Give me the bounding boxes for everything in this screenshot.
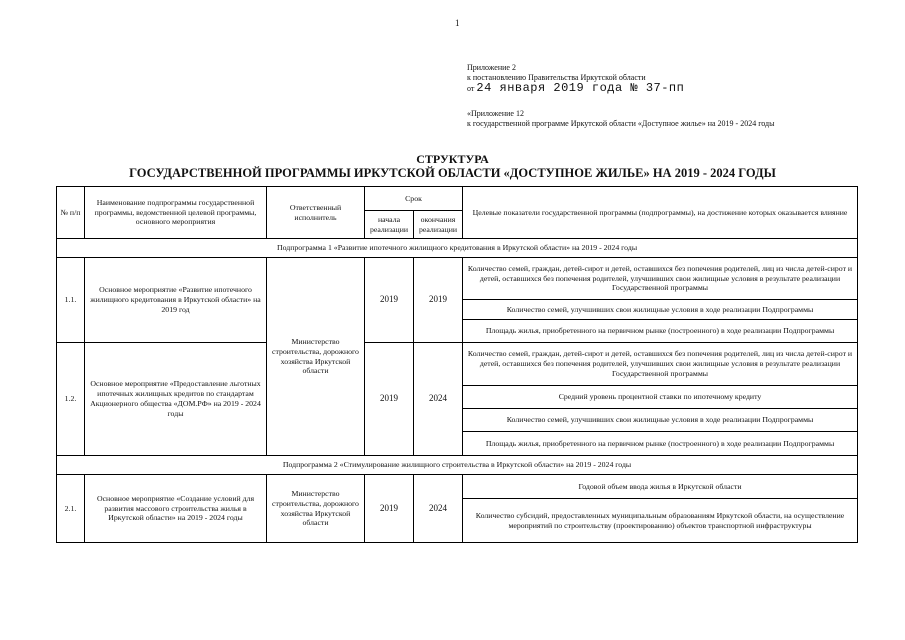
subprogram-2-title: Подпрограмма 2 «Стимулирование жилищного строительства в Иркутской области» на 2019 - 2024 годы [57, 456, 858, 475]
structure-table [56, 186, 858, 543]
header-start: начала реализации [365, 211, 414, 239]
row-indicator: Годовой объем ввода жилья в Иркутской области [463, 475, 858, 499]
appendix2-block [467, 109, 775, 129]
page-number: 1 [455, 18, 460, 28]
row-end: 2019 [414, 258, 463, 343]
appendix-line-1: Приложение 2 [467, 63, 516, 72]
document-subtitle: ГОСУДАРСТВЕННОЙ ПРОГРАММЫ ИРКУТСКОЙ ОБЛАСТИ «ДОСТУПНОЕ ЖИЛЬЕ» НА 2019 - 2024 ГОДЫ [129, 166, 776, 180]
row-executor: Министерство строительства, дорожного хозяйства Иркутской области [267, 258, 365, 456]
row-indicator: Площадь жилья, приобретенного на первичном рынке (построенного) в ходе реализации Подпрограммы [463, 432, 858, 456]
header-row [57, 187, 858, 211]
row-end: 2024 [414, 475, 463, 543]
table-row [57, 475, 858, 499]
subprogram-1-title: Подпрограмма 1 «Развитие ипотечного жилищного кредитования в Иркутской области» на 2019 - 2024 годы [57, 239, 858, 258]
appendix-block [467, 63, 684, 94]
appendix2-line-2: к государственной программе Иркутской области «Доступное жилье» на 2019 - 2024 годы [467, 119, 775, 128]
row-indicator: Количество семей, граждан, детей-сирот и детей, оставшихся без попечения родителей, лиц из числа детей-сирот и детей, оставшихся без попечения родителей, улучшивших свои жилищные условия в результате реализации Государственной программы [463, 343, 858, 386]
row-start: 2019 [365, 475, 414, 543]
row-name: Основное мероприятие «Создание условий для развития массового строительства жилья в Иркутской области» на 2019 - 2024 годы [85, 475, 267, 543]
row-num: 2.1. [57, 475, 85, 543]
document-title: СТРУКТУРА [416, 152, 489, 166]
row-indicator: Количество субсидий, предоставленных муниципальным образованиям Иркутской области, на осуществление мероприятий по строительству (проектированию) объектов транспортной инфраструктуры [463, 499, 858, 543]
header-name: Наименование подпрограммы государственной программы, ведомственной целевой программы, основного мероприятия [85, 187, 267, 239]
row-name: Основное мероприятие «Развитие ипотечного жилищного кредитования в Иркутской области» на 2019 год [85, 258, 267, 343]
subprogram-row [57, 456, 858, 475]
row-end: 2024 [414, 343, 463, 456]
header-num: № п/п [57, 187, 85, 239]
row-name: Основное мероприятие «Предоставление льготных ипотечных жилищных кредитов по стандартам Акционерного общества «ДОМ.РФ» на 2019 - 2024 годы [85, 343, 267, 456]
row-executor: Министерство строительства, дорожного хозяйства Иркутской области [267, 475, 365, 543]
appendix-date-prefix: от [467, 84, 475, 93]
appendix-line-2: к постановлению Правительства Иркутской области [467, 73, 646, 82]
row-indicator: Количество семей, граждан, детей-сирот и детей, оставшихся без попечения родителей, лиц из числа детей-сирот и детей, оставшихся без попечения родителей, улучшивших свои жилищные условия в результате реализации Государственной программы [463, 258, 858, 300]
header-executor: Ответственный исполнитель [267, 187, 365, 239]
row-start: 2019 [365, 258, 414, 343]
header-indicators: Целевые показатели государственной программы (подпрограммы), на достижение которых оказывается влияние [463, 187, 858, 239]
row-num: 1.1. [57, 258, 85, 343]
header-end: окончания реализации [414, 211, 463, 239]
header-term: Срок [365, 187, 463, 211]
row-num: 1.2. [57, 343, 85, 456]
row-indicator: Количество семей, улучшивших свои жилищные условия в ходе реализации Подпрограммы [463, 409, 858, 432]
row-indicator: Площадь жилья, приобретенного на первичном рынке (построенного) в ходе реализации Подпрограммы [463, 320, 858, 343]
table-row [57, 343, 858, 386]
row-indicator: Средний уровень процентной ставки по ипотечному кредиту [463, 386, 858, 409]
subprogram-row [57, 239, 858, 258]
row-indicator: Количество семей, улучшивших свои жилищные условия в ходе реализации Подпрограммы [463, 300, 858, 320]
appendix2-line-1: «Приложение 12 [467, 109, 524, 118]
row-start: 2019 [365, 343, 414, 456]
appendix-line-3 [467, 83, 684, 94]
table-row [57, 258, 858, 300]
appendix-date: 24 января 2019 года № 37-пп [476, 81, 685, 95]
